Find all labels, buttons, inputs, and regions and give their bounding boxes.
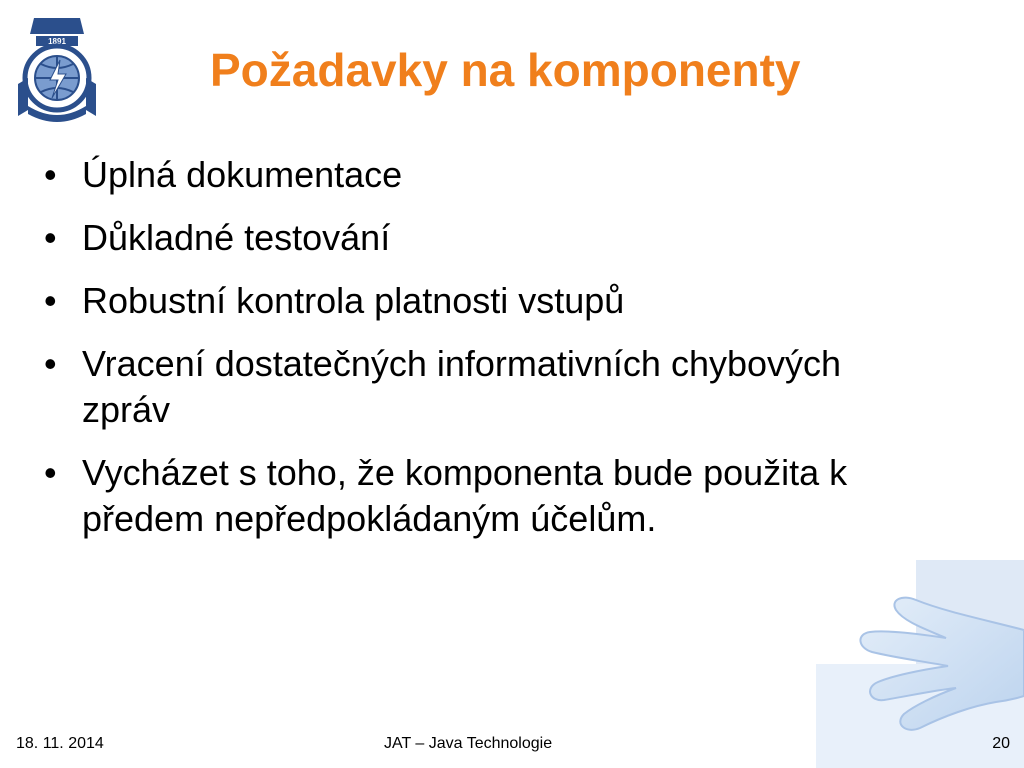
bullet-text: Robustní kontrola platnosti vstupů — [82, 280, 625, 321]
bullet-text: Úplná dokumentace — [82, 154, 403, 195]
seal-banner — [30, 18, 84, 34]
slide-title: Požadavky na komponenty — [210, 44, 801, 96]
bullet-marker: • — [44, 217, 57, 258]
bullet-marker: • — [44, 452, 57, 493]
footer-page-number: 20 — [992, 735, 1010, 752]
bullet-item — [44, 341, 874, 433]
footer-date: 18. 11. 2014 — [16, 735, 104, 752]
bullet-marker: • — [44, 280, 57, 321]
bullet-marker: • — [44, 343, 57, 384]
bullet-text: Vycházet s toho, že komponenta bude použita k předem nepředpokládaným účelům. — [82, 452, 848, 539]
university-seal-logo — [14, 14, 100, 126]
bullet-list — [44, 152, 874, 559]
seal-year-text: 1891 — [48, 37, 66, 46]
bullet-marker: • — [44, 154, 57, 195]
bullet-item — [44, 215, 874, 261]
bullet-text: Důkladné testování — [82, 217, 391, 258]
slide-footer — [0, 734, 1024, 768]
footer-presentation-title: JAT – Java Technologie — [384, 735, 553, 752]
bullet-item — [44, 278, 874, 324]
bullet-item — [44, 450, 874, 542]
bullet-text: Vracení dostatečných informativních chybových zpráv — [82, 343, 842, 430]
bullet-item — [44, 152, 874, 198]
